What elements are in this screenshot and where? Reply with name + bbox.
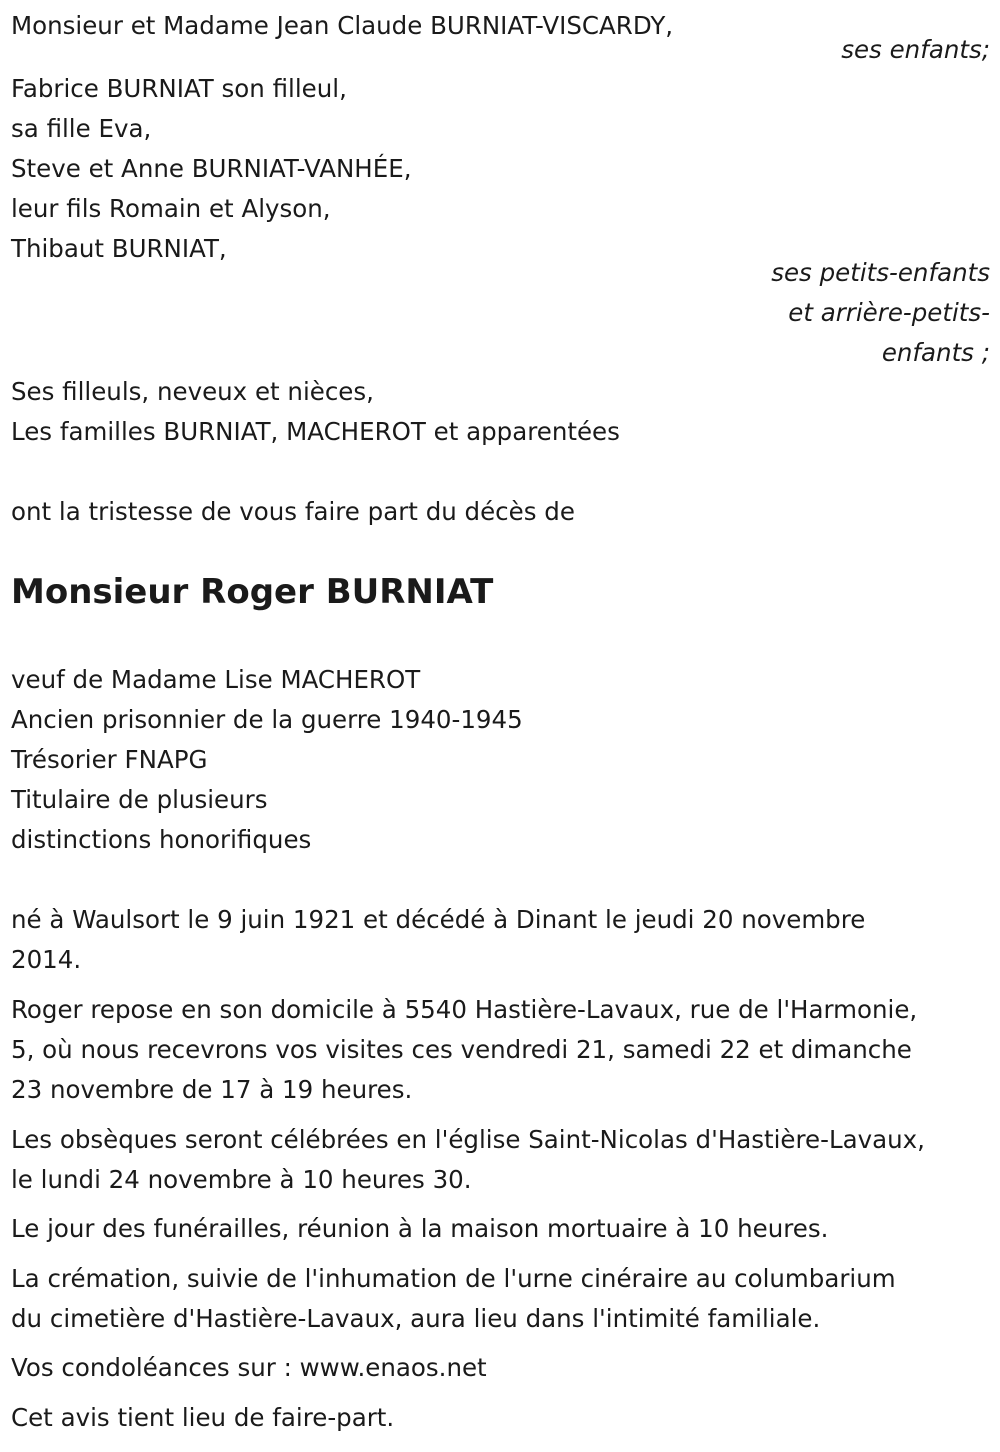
family-line-steve-anne: Steve et Anne BURNIAT-VANHÉE, — [11, 154, 412, 183]
family-line-parents: Monsieur et Madame Jean Claude BURNIAT-VISCARDY, — [11, 11, 674, 40]
detail-holder: Titulaire de plusieurs — [11, 785, 268, 814]
family-line-godson: Fabrice BURNIAT son filleul, — [11, 74, 347, 103]
family-line-son: leur fils Romain et Alyson, — [11, 194, 331, 223]
paragraph-birth-death-1: né à Waulsort le 9 juin 1921 et décédé à Dinant le jeudi 20 novembre — [11, 905, 866, 934]
paragraph-cremation-1: La crémation, suivie de l'inhumation de l'urne cinéraire au columbarium — [11, 1264, 896, 1293]
paragraph-condolences: Vos condoléances sur : www.enaos.net — [11, 1353, 487, 1382]
paragraph-funeral-2: le lundi 24 novembre à 10 heures 30. — [11, 1165, 472, 1194]
paragraph-birth-death-2: 2014. — [11, 945, 82, 974]
role-children: ses enfants; — [841, 35, 990, 64]
paragraph-rest-3: 23 novembre de 17 à 19 heures. — [11, 1075, 413, 1104]
deceased-name: Monsieur Roger BURNIAT — [11, 572, 494, 612]
family-line-families: Les familles BURNIAT, MACHEROT et apparentées — [11, 417, 620, 446]
family-line-daughter: sa fille Eva, — [11, 114, 152, 143]
role-grandchildren-3: enfants ; — [881, 338, 990, 367]
role-grandchildren-2: et arrière-petits- — [788, 298, 990, 327]
paragraph-cremation-2: du cimetière d'Hastière-Lavaux, aura lieu dans l'intimité familiale. — [11, 1304, 821, 1333]
paragraph-rest-1: Roger repose en son domicile à 5540 Hastière-Lavaux, rue de l'Harmonie, — [11, 995, 918, 1024]
paragraph-meeting: Le jour des funérailles, réunion à la maison mortuaire à 10 heures. — [11, 1214, 829, 1243]
paragraph-rest-2: 5, où nous recevrons vos visites ces vendredi 21, samedi 22 et dimanche — [11, 1035, 912, 1064]
detail-distinctions: distinctions honorifiques — [11, 825, 312, 854]
family-line-godchildren: Ses filleuls, neveux et nièces, — [11, 377, 374, 406]
detail-treasurer: Trésorier FNAPG — [11, 745, 208, 774]
detail-prisoner: Ancien prisonnier de la guerre 1940-1945 — [11, 705, 523, 734]
paragraph-notice: Cet avis tient lieu de faire-part. — [11, 1403, 395, 1432]
announcement-text: ont la tristesse de vous faire part du décès de — [11, 497, 575, 526]
detail-widower: veuf de Madame Lise MACHEROT — [11, 665, 421, 694]
paragraph-funeral-1: Les obsèques seront célébrées en l'église Saint-Nicolas d'Hastière-Lavaux, — [11, 1125, 925, 1154]
family-line-thibaut: Thibaut BURNIAT, — [11, 234, 227, 263]
role-grandchildren-1: ses petits-enfants — [771, 258, 990, 287]
